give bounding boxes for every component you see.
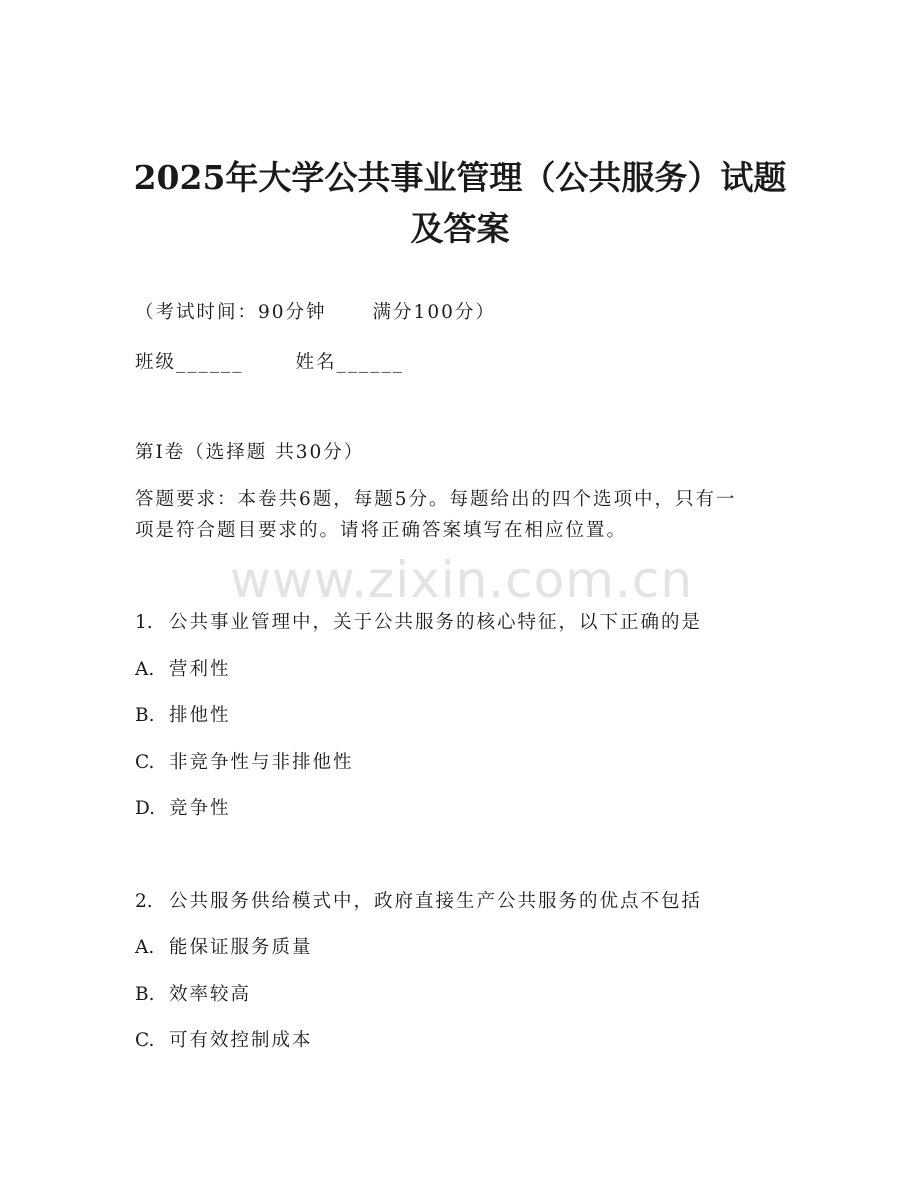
name-field-label: 姓名______ (295, 352, 405, 373)
option-letter: B. (135, 705, 155, 726)
question-1-option-c (135, 750, 354, 776)
option-letter: B. (135, 984, 155, 1005)
question-2-option-a (135, 935, 313, 961)
option-text: 效率较高 (169, 984, 252, 1005)
class-field-label: 班级______ (135, 352, 244, 373)
option-text: 可有效控制成本 (169, 1030, 313, 1051)
option-text: 非竞争性与非排他性 (169, 752, 354, 773)
exam-time: （考试时间：90分钟 (135, 302, 327, 323)
option-letter: A. (135, 659, 155, 680)
question-text: 公共事业管理中，关于公共服务的核心特征，以下正确的是 (169, 612, 703, 633)
exam-info (135, 300, 496, 326)
option-letter: A. (135, 937, 155, 958)
question-1-option-a (135, 657, 231, 683)
option-text: 营利性 (169, 659, 231, 680)
option-text: 竞争性 (169, 798, 231, 819)
section-instructions-line-2: 项是符合题目要求的。请将正确答案填写在相应位置。 (135, 520, 628, 541)
question-number: 2. (135, 891, 153, 912)
option-text: 能保证服务质量 (169, 937, 313, 958)
question-2-option-c (135, 1028, 313, 1054)
option-letter: C. (135, 752, 155, 773)
question-1 (135, 610, 702, 636)
section-instructions-line-1: 答题要求：本卷共6题，每题5分。每题给出的四个选项中，只有一 (135, 489, 737, 510)
student-info (135, 350, 404, 376)
option-text: 排他性 (169, 705, 231, 726)
option-letter: D. (135, 798, 156, 819)
question-text: 公共服务供给模式中，政府直接生产公共服务的优点不包括 (169, 891, 703, 912)
question-1-option-d (135, 796, 231, 822)
document-title-line-1: 2025年大学公共事业管理（公共服务）试题 (133, 158, 787, 197)
question-number: 1. (135, 612, 153, 633)
question-2 (135, 889, 702, 915)
section-heading: 第I卷（选择题 共30分） (135, 442, 365, 463)
exam-full-score: 满分100分） (372, 302, 496, 323)
question-1-option-b (135, 703, 231, 729)
watermark: www.zixin.com.cn (230, 551, 694, 609)
option-letter: C. (135, 1030, 155, 1051)
document-title-line-2: 及答案 (410, 209, 510, 248)
question-2-option-b (135, 982, 251, 1008)
